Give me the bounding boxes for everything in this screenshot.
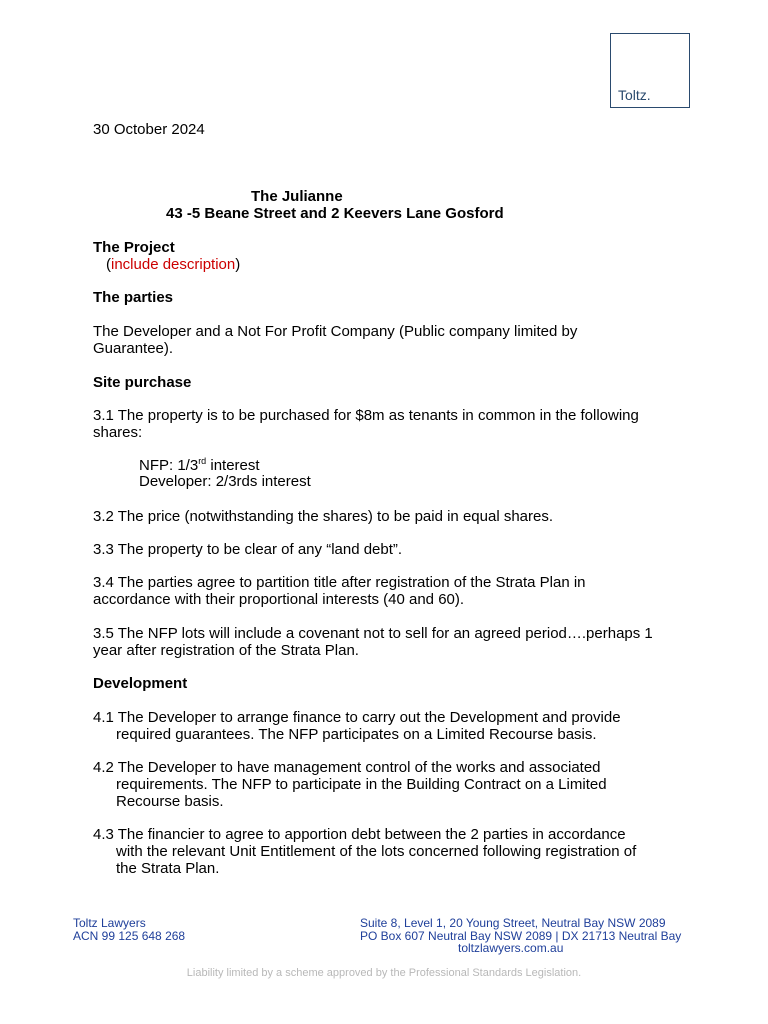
clause-3-1-line1: 3.1 The property is to be purchased for $8m as tenants in common in the following: [93, 407, 639, 424]
clause-3-5-line1: 3.5 The NFP lots will include a covenant not to sell for an agreed period….perhaps 1: [93, 625, 653, 642]
development-title: Development: [93, 675, 188, 692]
clause-3-5-line2: year after registration of the Strata Plan.: [93, 642, 359, 659]
nfp-share: NFP: 1/3rd interest: [139, 456, 260, 474]
footer-acn: ACN 99 125 648 268: [73, 929, 186, 943]
description-placeholder: include description: [111, 256, 236, 273]
heading-address: 43 -5 Beane Street and 2 Keevers Lane Gosford: [166, 205, 504, 222]
parties-text-line1: The Developer and a Not For Profit Company (Public company limited by: [93, 323, 578, 340]
footer-address: Suite 8, Level 1, 20 Young Street, Neutral Bay NSW 2089: [360, 916, 666, 930]
clause-3-1-line2: shares:: [93, 424, 143, 441]
footer-po-box: PO Box 607 Neutral Bay NSW 2089 | DX 21713 Neutral Bay: [360, 929, 682, 943]
clause-4-3-line3: the Strata Plan.: [116, 860, 220, 877]
site-purchase-title: Site purchase: [93, 374, 192, 391]
clause-4-3-line1: 4.3 The financier to agree to apportion debt between the 2 parties in accordance: [93, 826, 626, 843]
clause-4-3-line2: with the relevant Unit Entitlement of the lots concerned following registration of: [116, 843, 637, 860]
logo-text: Toltz.: [618, 87, 651, 103]
parties-text-line2: Guarantee).: [93, 340, 174, 357]
clause-4-1-line1: 4.1 The Developer to arrange finance to carry out the Development and provide: [93, 709, 621, 726]
footer-website[interactable]: toltzlawyers.com.au: [458, 941, 564, 955]
clause-4-2-line3: Recourse basis.: [116, 793, 224, 810]
heading-title: The Julianne: [251, 188, 343, 205]
clause-4-2-line2: requirements. The NFP to participate in the Building Contract on a Limited: [116, 776, 607, 793]
clause-3-4-line2: accordance with their proportional interests (40 and 60).: [93, 591, 465, 608]
footer-disclaimer: Liability limited by a scheme approved by the Professional Standards Legislation.: [186, 967, 582, 979]
clause-3-3: 3.3 The property to be clear of any “land debt”.: [93, 541, 403, 558]
clause-4-2-line1: 4.2 The Developer to have management control of the works and associated: [93, 759, 601, 776]
clause-3-2: 3.2 The price (notwithstanding the shares) to be paid in equal shares.: [93, 508, 554, 525]
project-description: (include description): [106, 256, 241, 273]
project-title: The Project: [93, 239, 175, 256]
parties-title: The parties: [93, 289, 174, 306]
clause-4-1-line2: required guarantees. The NFP participates on a Limited Recourse basis.: [116, 726, 597, 743]
clause-3-4-line1: 3.4 The parties agree to partition title after registration of the Strata Plan in: [93, 574, 586, 591]
letter-date: 30 October 2024: [93, 121, 205, 138]
developer-share: Developer: 2/3rds interest: [139, 473, 311, 490]
footer-firm-name: Toltz Lawyers: [73, 916, 146, 930]
